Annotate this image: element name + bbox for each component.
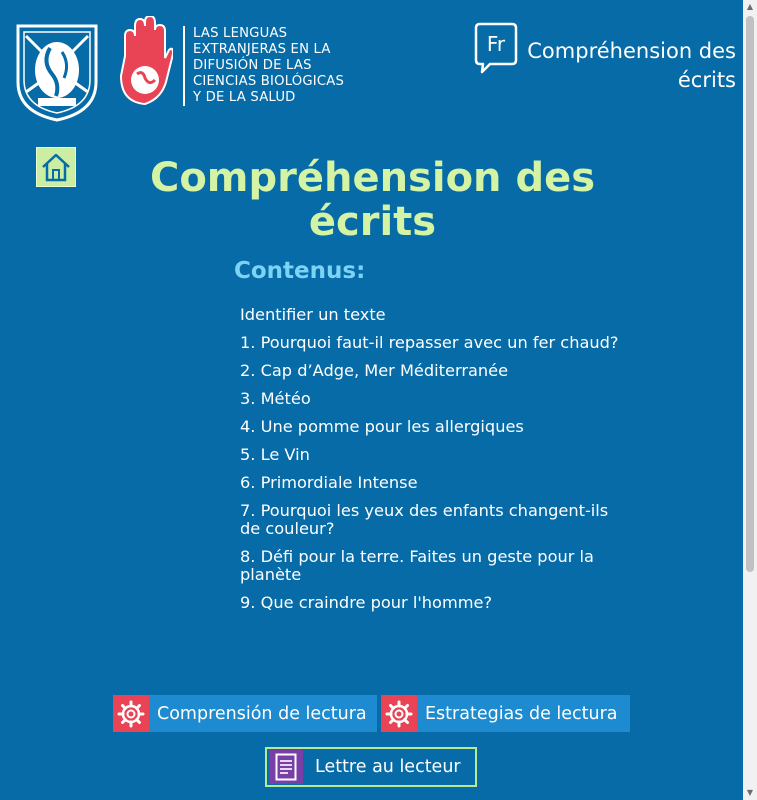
project-name-line: LAS LENGUAS [193, 26, 288, 41]
lettre-au-lecteur-button[interactable] [265, 747, 477, 787]
contents-item[interactable]: 4. Une pomme pour les allergiques [240, 417, 524, 436]
unam-seal-logo [12, 22, 102, 122]
contents-item[interactable]: 6. Primordiale Intense [240, 473, 418, 492]
comprension-de-lectura-label: Comprensión de lectura [157, 703, 367, 724]
header-divider [183, 26, 185, 106]
estrategias-de-lectura-label: Estrategias de lectura [425, 703, 618, 724]
scroll-down-arrow-icon[interactable]: ▼ [746, 788, 754, 797]
comprension-de-lectura-button[interactable] [113, 695, 377, 732]
document-icon [275, 753, 297, 781]
scrollbar-thumb[interactable] [746, 16, 754, 572]
project-name-line: EXTRANJERAS EN LA [193, 42, 331, 57]
project-name-line: Y DE LA SALUD [193, 90, 296, 105]
vertical-scrollbar[interactable] [743, 0, 757, 800]
language-badge-label: Fr [486, 32, 506, 56]
contents-item[interactable]: 9. Que craindre pour l'homme? [240, 593, 493, 612]
contents-item[interactable]: Identifier un texte [240, 305, 386, 324]
contents-item[interactable]: 2. Cap d’Adge, Mer Méditerranée [240, 361, 509, 380]
home-icon [39, 150, 73, 184]
document-icon-wrap [269, 750, 303, 784]
contents-item[interactable]: 7. Pourquoi les yeux des enfants changent-ils de couleur? [240, 501, 609, 538]
contents-item[interactable]: 5. Le Vin [240, 445, 310, 464]
estrategias-de-lectura-button[interactable] [381, 695, 630, 732]
contents-list [240, 306, 630, 622]
contents-item[interactable]: 1. Pourquoi faut-il repasser avec un fer chaud? [240, 333, 619, 352]
home-button[interactable] [36, 147, 76, 187]
project-name-line: DIFUSIÓN DE LAS [193, 58, 312, 73]
gear-icon-wrap [381, 695, 417, 732]
scroll-up-arrow-icon[interactable]: ▲ [746, 2, 754, 11]
contents-heading: Contenus: [234, 258, 366, 284]
contents-item[interactable]: 8. Défi pour la terre. Faites un geste pour la planète [240, 547, 594, 584]
page-title: Compréhension des écrits [149, 155, 596, 245]
header-section-title: Compréhension des écrits [527, 39, 736, 92]
gear-icon-wrap [113, 695, 149, 732]
gear-icon [117, 700, 145, 728]
hand-logo [117, 16, 173, 108]
gear-icon [385, 700, 413, 728]
project-name [193, 26, 383, 106]
lettre-au-lecteur-label: Lettre au lecteur [315, 757, 461, 777]
project-name-line: CIENCIAS BIOLÓGICAS [193, 74, 345, 89]
contents-item[interactable]: 3. Météo [240, 389, 311, 408]
